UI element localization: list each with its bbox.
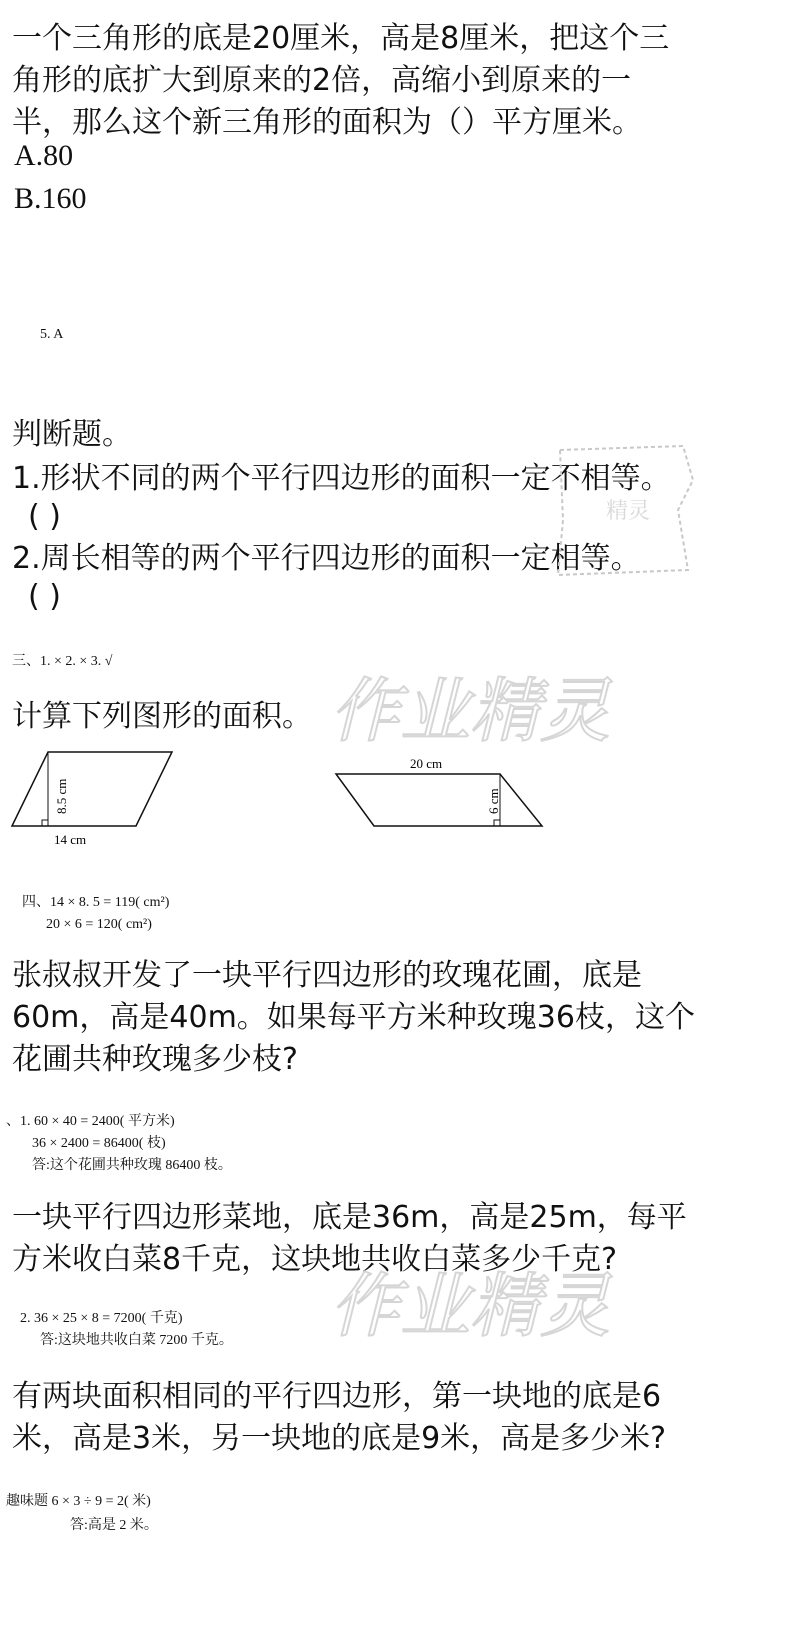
- fig2-height-label: 6 cm: [486, 788, 501, 814]
- parallelogram-figure-2: [330, 752, 550, 832]
- q6-line: 有两块面积相同的平行四边形，第一块地的底是6: [12, 1379, 662, 1414]
- q5-line: 方米收白菜8千克，这块地共收白菜多少千克?: [12, 1242, 618, 1277]
- q4-answer-line-2: 36 × 2400 = 86400( 枝): [32, 1136, 166, 1151]
- right-angle-mark-2: [494, 820, 500, 826]
- q1-option-b: B.160: [14, 182, 87, 215]
- q6-text: [12, 1376, 666, 1460]
- watermark-text-2: 作业精灵: [330, 1265, 610, 1347]
- q1-answer: 5. A: [40, 327, 64, 342]
- q3-heading: 计算下列图形的面积。: [12, 699, 312, 734]
- fig1-base-label: 14 cm: [54, 832, 87, 847]
- fig2-top-label: 20 cm: [410, 756, 443, 771]
- q5-line: 一块平行四边形菜地，底是36m，高是25m，每平: [12, 1200, 687, 1235]
- q4-line: 花圃共种玫瑰多少枝?: [12, 1042, 298, 1077]
- parallelogram-shape-2: [336, 774, 542, 826]
- q5-answer-line-2: 答:这块地共收白菜 7200 千克。: [40, 1333, 233, 1348]
- q2-item-1-paren: ( ): [28, 499, 61, 534]
- q4-line: 60m，高是40m。如果每平方米种玫瑰36枝，这个: [12, 1000, 695, 1035]
- fig1-height-label: 8.5 cm: [54, 778, 69, 814]
- q1-text: [12, 18, 669, 144]
- q4-answer-line-3: 答:这个花圃共种玫瑰 86400 枝。: [32, 1158, 232, 1173]
- q5-text: [12, 1197, 687, 1281]
- parallelogram-figure-1: [8, 748, 188, 853]
- q6-answer-line-1: 趣味题 6 × 3 ÷ 9 = 2( 米): [6, 1494, 151, 1509]
- q1-line: 半，那么这个新三角形的面积为（）平方厘米。: [12, 105, 642, 140]
- q2-item-2: 2.周长相等的两个平行四边形的面积一定相等。: [12, 541, 641, 576]
- q6-answer-line-2: 答:高是 2 米。: [70, 1518, 158, 1533]
- q3-answer-line-1: 四、14 × 8. 5 = 119( cm²): [22, 895, 170, 910]
- q4-line: 张叔叔开发了一块平行四边形的玫瑰花圃，底是: [12, 958, 642, 993]
- q1-line: 一个三角形的底是20厘米，高是8厘米，把这个三: [12, 21, 670, 56]
- stamp-logo: [548, 440, 698, 580]
- q2-answer: 三、1. × 2. × 3. √: [12, 654, 113, 669]
- parallelogram-shape-1: [12, 752, 172, 826]
- q5-answer-line-1: 2. 36 × 25 × 8 = 7200( 千克): [20, 1311, 183, 1326]
- q1-option-a: A.80: [14, 139, 74, 172]
- q6-line: 米，高是3米，另一块地的底是9米，高是多少米?: [12, 1421, 667, 1456]
- q2-item-1: 1.形状不同的两个平行四边形的面积一定不相等。: [12, 461, 671, 496]
- stamp-text: 精灵: [606, 499, 651, 524]
- watermark-1: [330, 655, 630, 765]
- q4-text: [12, 955, 695, 1081]
- right-angle-mark-1: [42, 820, 48, 826]
- q4-answer-line-1: 、1. 60 × 40 = 2400( 平方米): [6, 1114, 175, 1129]
- q2-cutoff-line: [12, 628, 692, 634]
- watermark-text-1: 作业精灵: [330, 670, 610, 752]
- q1-line: 角形的底扩大到原来的2倍，高缩小到原来的一: [12, 63, 632, 98]
- q2-heading: 判断题。: [12, 417, 132, 452]
- q2-item-2-paren: ( ): [28, 579, 61, 614]
- q3-answer-line-2: 20 × 6 = 120( cm²): [46, 917, 152, 932]
